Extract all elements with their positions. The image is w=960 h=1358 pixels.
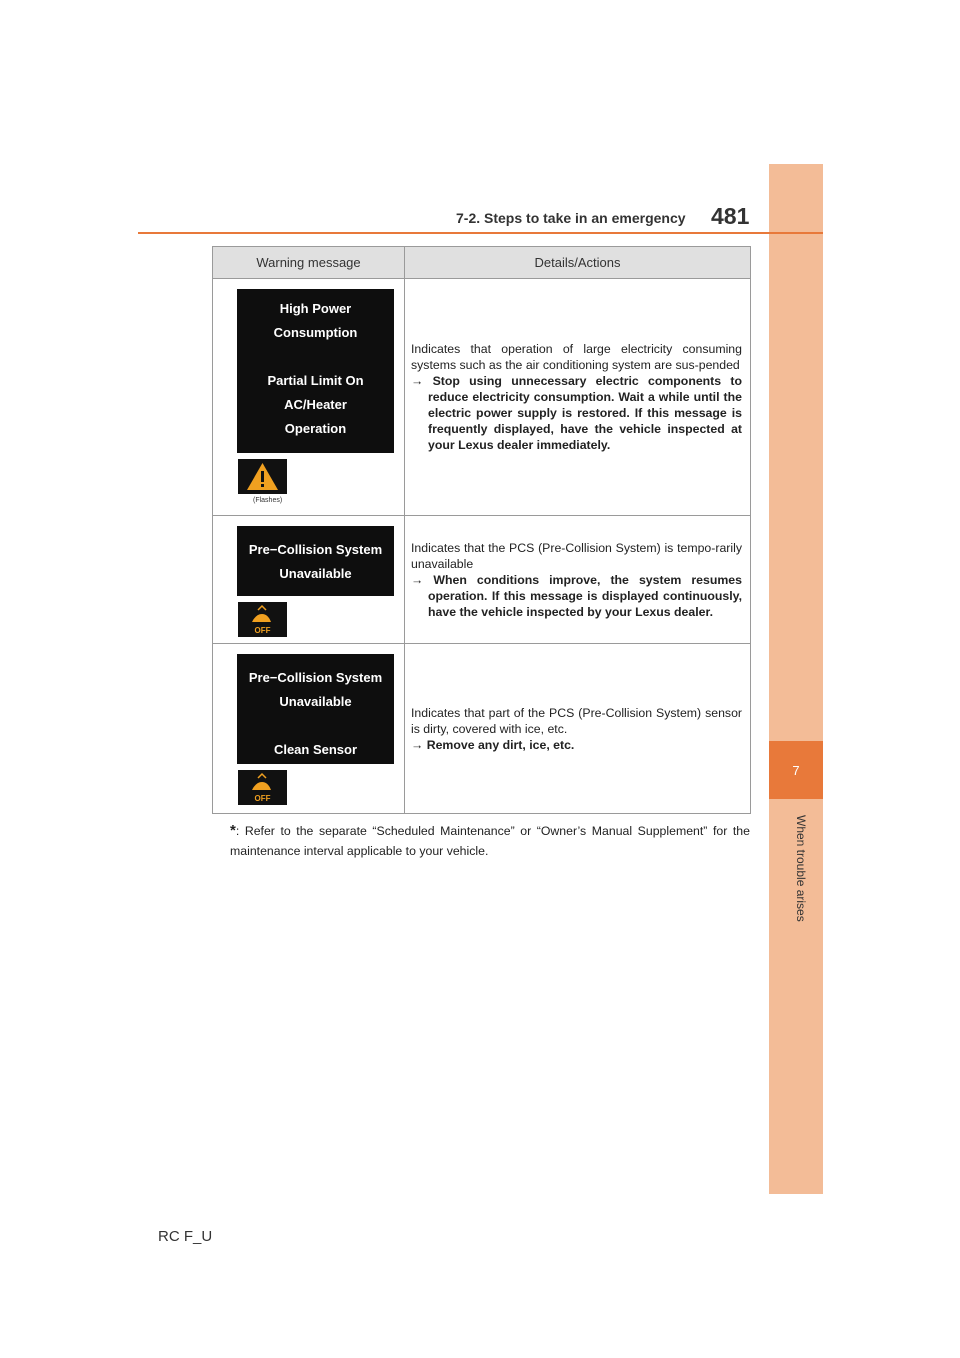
screen-line: High Power (279, 301, 352, 316)
details-cell (405, 644, 751, 814)
warning-image-cell (213, 516, 405, 644)
details-cell (405, 516, 751, 644)
pcs-off-icon (238, 602, 287, 637)
table-header-row (213, 247, 751, 279)
screen-line: Consumption (273, 325, 358, 340)
screen-line: Operation (284, 421, 347, 436)
screen-line: Unavailable (279, 694, 352, 709)
details-text: Indicates that operation of large electricity consuming systems such as the air conditioning system are sus-pended (411, 342, 742, 372)
section-title: 7-2. Steps to take in an emergency (456, 210, 686, 226)
screen-line: Clean Sensor (273, 742, 358, 757)
action-text: → Stop using unnecessary electric components to reduce electricity consumption. Wait a while until the electric power supply is restored. If this message is frequently displayed, have the vehicle inspected at your Lexus dealer immediately. (411, 374, 742, 452)
chapter-title: When trouble arises (794, 815, 808, 922)
chapter-title-container (792, 808, 810, 948)
display-screen (237, 289, 394, 453)
side-tab-band (769, 164, 823, 1194)
svg-text:OFF: OFF (254, 794, 271, 803)
footnote-text: : Refer to the separate “Scheduled Maintenance” or “Owner’s Manual Supplement” for the maintenance interval applicable to your vehicle. (230, 824, 750, 858)
warning-triangle-icon (238, 459, 287, 494)
warning-message-table (212, 246, 751, 814)
screen-line: AC/Heater (284, 397, 347, 412)
screen-line: Pre−Collision System (248, 542, 383, 557)
warning-image-cell (213, 644, 405, 814)
display-screen (237, 654, 394, 764)
screen-line (237, 714, 394, 738)
page-number: 481 (711, 203, 750, 229)
col-header-warning: Warning message (213, 247, 405, 279)
details-text: Indicates that the PCS (Pre-Collision System) is tempo-rarily unavailable (411, 540, 742, 571)
svg-text:OFF: OFF (254, 626, 271, 635)
col-header-details: Details/Actions (405, 247, 751, 279)
pcs-off-icon (238, 770, 287, 805)
screen-line: Unavailable (279, 566, 352, 581)
chapter-tab (769, 741, 823, 799)
table-row (213, 644, 751, 814)
footnote-marker: * (230, 822, 236, 839)
chapter-number: 7 (792, 763, 800, 778)
action-text: → Remove any dirt, ice, etc. (411, 737, 575, 752)
footnote (230, 821, 750, 861)
display-screen (237, 526, 394, 596)
screen-line (237, 345, 394, 369)
table-row (213, 516, 751, 644)
screen-line: Pre−Collision System (248, 670, 383, 685)
action-text: → When conditions improve, the system resumes operation. If this message is displayed continuously, have the vehicle inspected by your Lexus dealer. (411, 572, 742, 619)
screen-line: Partial Limit On (267, 373, 364, 388)
model-code: RC F_U (158, 1228, 213, 1245)
table-row (213, 279, 751, 516)
details-cell (405, 279, 751, 516)
header-rule (138, 232, 823, 234)
details-text: Indicates that part of the PCS (Pre-Collision System) sensor is dirty, covered with ice, etc. (411, 705, 742, 736)
warning-image-cell (213, 279, 405, 516)
flashes-note: (Flashes) (253, 497, 283, 504)
